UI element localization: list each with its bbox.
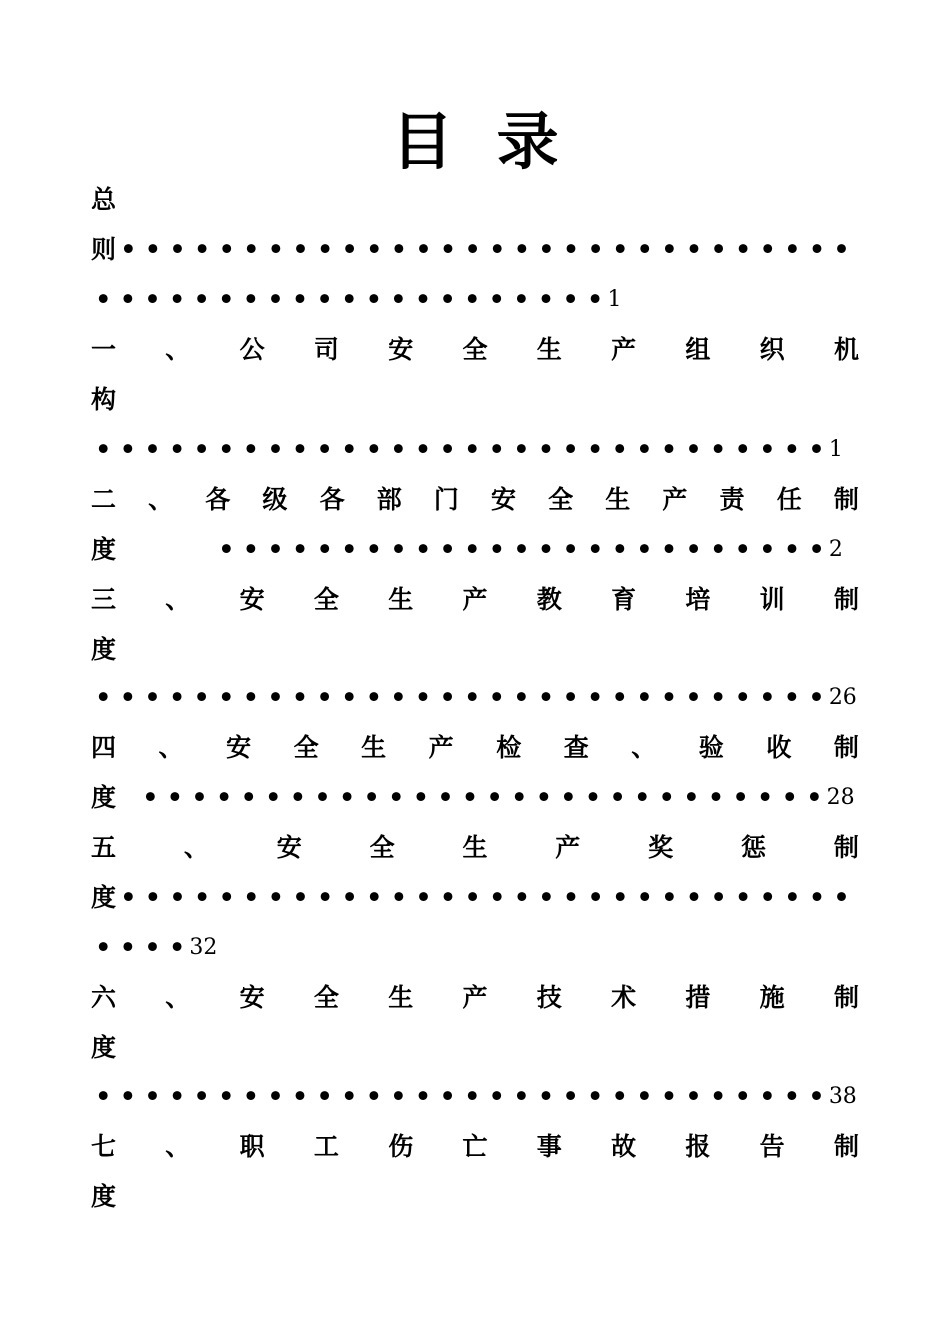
toc-heading-char: 七 [91, 1132, 117, 1161]
toc-heading-char: 生 [388, 983, 414, 1012]
toc-text: 度 [91, 635, 117, 664]
toc-heading-char: 检 [496, 733, 522, 762]
toc-heading-char: 二 [91, 485, 117, 514]
toc-heading-char: 全 [313, 983, 339, 1012]
toc-heading-char: 验 [698, 733, 724, 762]
toc-entry-6-leader [91, 1077, 859, 1117]
toc-heading-char: 部 [376, 485, 402, 514]
toc-heading-char: 产 [555, 833, 581, 862]
toc-heading-char: 门 [433, 485, 459, 514]
toc-text: 总 [91, 185, 117, 214]
toc-heading-char: 制 [833, 833, 859, 862]
toc-heading-char: 产 [662, 485, 688, 514]
toc-heading-char: 任 [776, 485, 802, 514]
toc-heading-char: 制 [833, 1132, 859, 1161]
toc-heading-char: 制 [833, 485, 859, 514]
toc-heading-char: 技 [536, 983, 562, 1012]
toc-heading-char: 生 [462, 833, 488, 862]
toc-entry-4-tail [91, 778, 859, 818]
toc-heading-char: 育 [611, 585, 637, 614]
toc-heading-char: 培 [685, 585, 711, 614]
toc-heading-char: 、 [165, 335, 191, 364]
toc-entry-general-line3 [91, 280, 859, 320]
toc-entry-3-heading [91, 580, 859, 620]
toc-heading-char: 生 [388, 585, 414, 614]
toc-text: 度 [91, 535, 117, 564]
toc-heading-char: 产 [462, 983, 488, 1012]
leader-dots: • • • • • • • • • • • • • • • • • • • • • • • • • • • • • • [120, 235, 850, 264]
toc-heading-char: 、 [148, 485, 174, 514]
toc-heading-char: 、 [183, 833, 209, 862]
toc-heading-char: 故 [611, 1132, 637, 1161]
toc-page-number: 28 [826, 785, 855, 810]
toc-entry-2-tail [91, 530, 859, 570]
toc-entry-5-heading [91, 828, 859, 868]
toc-text: 则 [91, 235, 117, 264]
toc-entry-1-leader [91, 430, 859, 470]
toc-heading-char: 各 [319, 485, 345, 514]
toc-heading-char: 公 [239, 335, 265, 364]
toc-heading-char: 生 [605, 485, 631, 514]
toc-entry-6-heading [91, 978, 859, 1018]
toc-heading-char: 六 [91, 983, 117, 1012]
toc-heading-char: 训 [759, 585, 785, 614]
toc-entry-4-heading [91, 728, 859, 768]
toc-heading-char: 收 [766, 733, 792, 762]
toc-heading-char: 三 [91, 585, 117, 614]
toc-heading-char: 查 [563, 733, 589, 762]
toc-heading-char: 生 [361, 733, 387, 762]
toc-heading-char: 术 [611, 983, 637, 1012]
toc-heading-char: 安 [388, 335, 414, 364]
toc-heading-char: 安 [226, 733, 252, 762]
toc-heading-char: 一 [91, 335, 117, 364]
toc-entry-7-heading [91, 1127, 859, 1167]
toc-heading-char: 组 [685, 335, 711, 364]
toc-heading-char: 织 [759, 335, 785, 364]
toc-heading-char: 事 [536, 1132, 562, 1161]
toc-heading-char: 奖 [648, 833, 674, 862]
toc-heading-char: 安 [276, 833, 302, 862]
toc-heading-char: 、 [165, 585, 191, 614]
toc-heading-char: 四 [91, 733, 117, 762]
toc-text: 度 [91, 1033, 117, 1062]
toc-heading-char: 施 [759, 983, 785, 1012]
toc-heading-char: 全 [548, 485, 574, 514]
toc-heading-char: 生 [536, 335, 562, 364]
toc-entry-3-tail [91, 630, 859, 670]
toc-text: 度 [91, 1182, 117, 1211]
toc-page-number: 26 [828, 685, 857, 710]
toc-heading-char: 五 [91, 833, 117, 862]
toc-page-number: 32 [189, 935, 218, 960]
toc-heading-char: 职 [239, 1132, 265, 1161]
toc-heading-char: 机 [833, 335, 859, 364]
leader-dots: • • • • • • • • • • • • • • • • • • • • • • • • • • • • [142, 783, 823, 812]
toc-heading-char: 责 [719, 485, 745, 514]
toc-heading-char: 惩 [741, 833, 767, 862]
toc-heading-char: 制 [833, 733, 859, 762]
toc-heading-char: 司 [313, 335, 339, 364]
toc-page-number: 1 [607, 287, 622, 312]
toc-text: 度 [91, 783, 117, 812]
toc-heading-char: 制 [833, 585, 859, 614]
toc-heading-char: 工 [313, 1132, 339, 1161]
toc-heading-char: 安 [239, 585, 265, 614]
toc-page-number: 2 [828, 537, 843, 562]
toc-entry-5-leader [91, 928, 859, 968]
toc-entry-general-line2 [91, 230, 859, 270]
toc-title: 目 录 [391, 105, 559, 178]
toc-text: 度 [91, 883, 117, 912]
toc-entry-1-heading [91, 330, 859, 370]
toc-heading-char: 、 [165, 1132, 191, 1161]
leader-dots: • • • • • • • • • • • • • • • • • • • • • • • • • • • • • • [95, 435, 825, 464]
toc-heading-char: 告 [759, 1132, 785, 1161]
toc-heading-char: 、 [631, 733, 657, 762]
toc-heading-char: 、 [165, 983, 191, 1012]
toc-entry-2-heading [91, 480, 859, 520]
leader-dots: • • • • • • • • • • • • • • • • • • • • • • • • • • • • • • [95, 683, 825, 712]
toc-heading-char: 级 [262, 485, 288, 514]
toc-heading-char: 安 [490, 485, 516, 514]
toc-heading-char: 、 [158, 733, 184, 762]
leader-dots: • • • • • • • • • • • • • • • • • • • • • • • • • • • • • • [120, 883, 850, 912]
toc-text: 构 [91, 385, 117, 414]
toc-heading-char: 全 [293, 733, 319, 762]
toc-heading-char: 全 [313, 585, 339, 614]
leader-dots: • • • • • • • • • • • • • • • • • • • • • [95, 285, 604, 314]
toc-heading-char: 产 [611, 335, 637, 364]
toc-page-number: 38 [828, 1084, 857, 1109]
leader-dots: • • • • • • • • • • • • • • • • • • • • • • • • • [218, 535, 825, 564]
toc-heading-char: 报 [685, 1132, 711, 1161]
toc-entry-6-tail [91, 1028, 859, 1068]
toc-entry-1-tail [91, 380, 859, 420]
toc-heading-char: 制 [833, 983, 859, 1012]
toc-heading-char: 教 [536, 585, 562, 614]
toc-heading-char: 全 [369, 833, 395, 862]
toc-heading-char: 伤 [388, 1132, 414, 1161]
toc-page-number: 1 [828, 437, 843, 462]
toc-heading-char: 各 [205, 485, 231, 514]
toc-entry-7-tail [91, 1177, 859, 1217]
toc-entry-3-leader [91, 678, 859, 718]
toc-heading-char: 安 [239, 983, 265, 1012]
leader-dots: • • • • [95, 933, 186, 962]
toc-entry-5-tail [91, 878, 859, 918]
toc-heading-char: 全 [462, 335, 488, 364]
toc-heading-char: 产 [462, 585, 488, 614]
toc-heading-char: 措 [685, 983, 711, 1012]
toc-entry-general-line1 [91, 180, 859, 220]
toc-heading-char: 产 [428, 733, 454, 762]
leader-dots: • • • • • • • • • • • • • • • • • • • • • • • • • • • • • • [95, 1082, 825, 1111]
toc-heading-char: 亡 [462, 1132, 488, 1161]
